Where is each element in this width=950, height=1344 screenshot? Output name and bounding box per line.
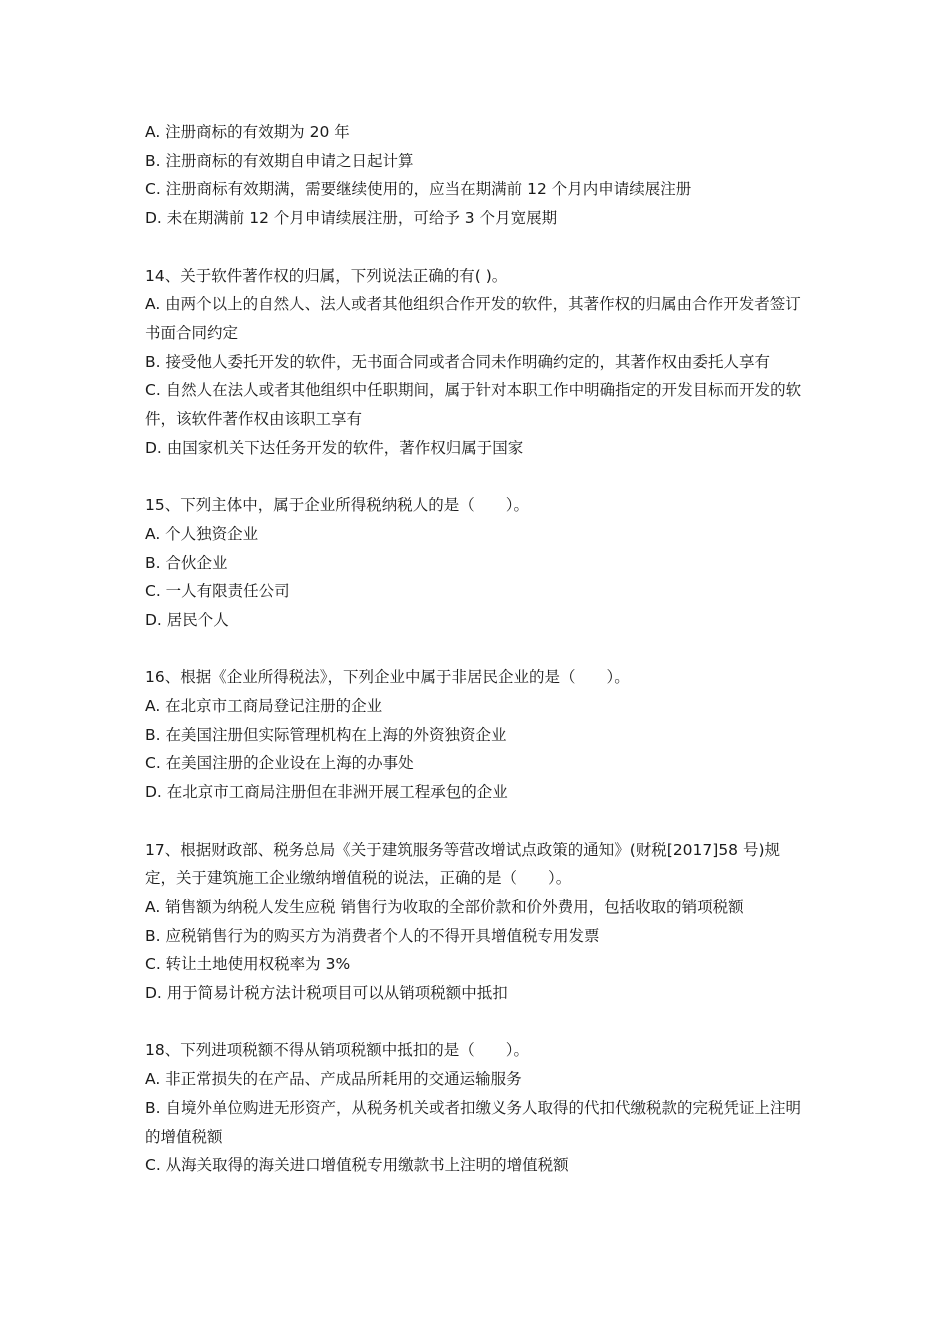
option-14-a: A. 由两个以上的自然人、法人或者其他组织合作开发的软件，其著作权的归属由合作开发者签订书面合同约定 [145,295,801,342]
option-16-a: A. 在北京市工商局登记注册的企业 [145,697,383,716]
option-17-b: B. 应税销售行为的购买方为消费者个人的不得开具增值税专用发票 [145,926,600,945]
question-17 [145,836,810,1008]
spacer [145,462,810,491]
spacer [145,233,810,262]
option-15-d: D. 居民个人 [145,610,229,629]
question-15 [145,491,810,635]
question-14 [145,262,810,463]
option-13-a: A. 注册商标的有效期为 20 年 [145,123,350,141]
question-16-stem: 16、根据《企业所得税法》，下列企业中属于非居民企业的是（ ）。 [145,668,630,687]
option-15-a: A. 个人独资企业 [145,524,259,543]
option-15-c: C. 一人有限责任公司 [145,582,290,601]
option-17-a: A. 销售额为纳税人发生应税 销售行为收取的全部价款和价外费用，包括收取的销项税额 [145,897,744,916]
option-14-d: D. 由国家机关下达任务开发的软件，著作权归属于国家 [145,438,524,457]
option-18-b: B. 自境外单位购进无形资产，从税务机关或者扣缴义务人取得的代扣代缴税款的完税凭证上注明的增值税额 [145,1098,801,1146]
question-18-stem: 18、下列进项税额不得从销项税额中抵扣的是（ ）。 [145,1041,529,1060]
question-14-stem: 14、关于软件著作权的归属，下列说法正确的有( )。 [145,266,508,285]
spacer [145,1008,810,1037]
spacer [145,807,810,836]
option-18-c: C. 从海关取得的海关进口增值税专用缴款书上注明的增值税额 [145,1156,569,1175]
option-16-b: B. 在美国注册但实际管理机构在上海的外资独资企业 [145,725,507,744]
option-16-c: C. 在美国注册的企业设在上海的办事处 [145,754,414,773]
option-17-d: D. 用于简易计税方法计税项目可以从销项税额中抵扣 [145,984,508,1003]
option-13-b: B. 注册商标的有效期自申请之日起计算 [145,151,414,170]
document-body [145,118,810,1180]
spacer [145,635,810,664]
question-16 [145,663,810,807]
option-17-c: C. 转让土地使用权税率为 3% [145,955,351,974]
option-14-c: C. 自然人在法人或者其他组织中任职期间，属于针对本职工作中明确指定的开发目标而开发的软件，该软件著作权由该职工享有 [145,381,802,429]
question-15-stem: 15、下列主体中，属于企业所得税纳税人的是（ ）。 [145,496,529,515]
question-18 [145,1036,810,1180]
option-16-d: D. 在北京市工商局注册但在非洲开展工程承包的企业 [145,783,508,802]
option-18-a: A. 非正常损失的在产品、产成品所耗用的交通运输服务 [145,1070,522,1089]
option-14-b: B. 接受他人委托开发的软件，无书面合同或者合同未作明确约定的，其著作权由委托人享有 [145,352,770,371]
option-15-b: B. 合伙企业 [145,553,228,572]
question-13-options [145,118,810,233]
question-17-stem: 17、根据财政部、税务总局《关于建筑服务等营改增试点政策的通知》(财税[2017]58 号)规定，关于建筑施工企业缴纳增值税的说法，正确的是（ ）。 [145,840,781,888]
option-13-d: D. 未在期满前 12 个月申请续展注册，可给予 3 个月宽展期 [145,209,558,228]
option-13-c: C. 注册商标有效期满，需要继续使用的，应当在期满前 12 个月内申请续展注册 [145,180,692,199]
